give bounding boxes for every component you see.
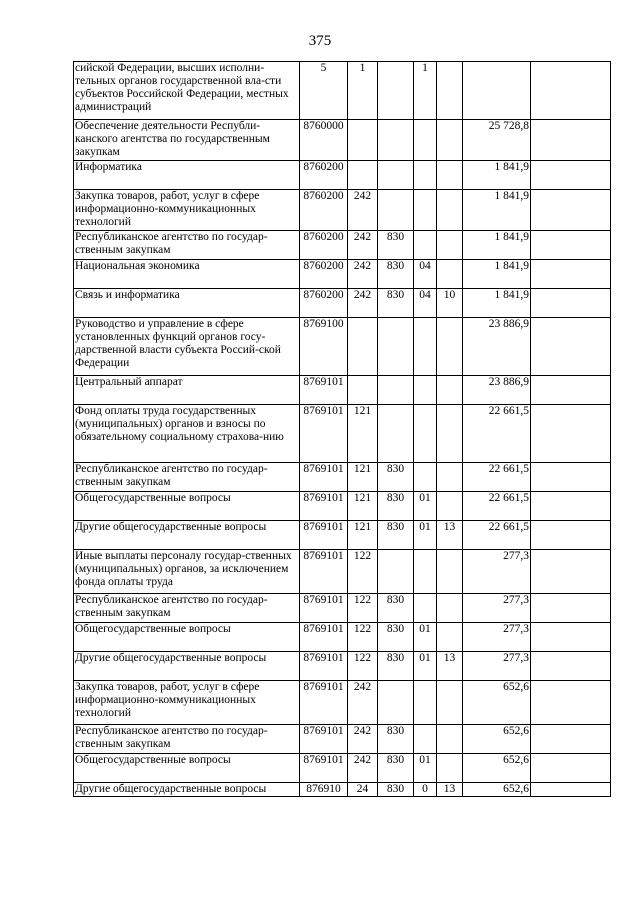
target-article-code-text: 8769101 — [303, 463, 344, 475]
expense-type-code-text: 242 — [353, 681, 372, 693]
department-code-text: 830 — [386, 289, 405, 301]
expense-type-code — [348, 550, 378, 594]
empty-cell — [531, 681, 611, 725]
amount — [463, 120, 531, 161]
subsection-code — [437, 594, 463, 623]
row-name-text: Общегосударственные вопросы — [75, 623, 231, 635]
amount — [463, 681, 531, 725]
empty-cell — [531, 231, 611, 260]
subsection-code — [437, 405, 463, 463]
target-article-code — [300, 652, 348, 681]
amount — [463, 318, 531, 376]
amount-text: 277,3 — [503, 652, 529, 664]
table-row — [74, 652, 611, 681]
empty-cell — [531, 594, 611, 623]
amount-text: 277,3 — [503, 550, 529, 562]
target-article-code-text: 8760000 — [303, 120, 344, 132]
table-row — [74, 754, 611, 783]
department-code-text: 830 — [386, 754, 405, 766]
section-code-text: 04 — [419, 260, 431, 272]
subsection-code — [437, 190, 463, 231]
row-name — [74, 652, 300, 681]
row-name — [74, 681, 300, 725]
empty-cell — [531, 623, 611, 652]
empty-cell — [531, 376, 611, 405]
amount-text: 23 886,9 — [488, 376, 529, 388]
subsection-code — [437, 231, 463, 260]
target-article-code-text: 8769101 — [303, 754, 344, 766]
row-name-text: Другие общегосударственные вопросы — [75, 652, 267, 664]
subsection-code — [437, 62, 463, 120]
amount — [463, 521, 531, 550]
target-article-code — [300, 405, 348, 463]
department-code — [378, 190, 414, 231]
amount — [463, 376, 531, 405]
expense-type-code-text: 242 — [353, 754, 372, 766]
target-article-code-text: 8760200 — [303, 190, 344, 202]
row-name — [74, 754, 300, 783]
row-name-text: Республиканское агентство по государ-ственным закупкам — [75, 725, 268, 750]
expense-type-code — [348, 681, 378, 725]
section-code — [414, 190, 437, 231]
amount-text: 277,3 — [503, 623, 529, 635]
expense-type-code — [348, 405, 378, 463]
expense-type-code — [348, 623, 378, 652]
department-code — [378, 783, 414, 797]
department-code — [378, 623, 414, 652]
target-article-code-text: 8769101 — [303, 376, 344, 388]
table-row — [74, 289, 611, 318]
department-code-text: 830 — [386, 492, 405, 504]
department-code-text: 830 — [386, 463, 405, 475]
row-name — [74, 190, 300, 231]
row-name — [74, 623, 300, 652]
amount-text: 22 661,5 — [488, 492, 529, 504]
amount-text: 652,6 — [503, 783, 529, 795]
section-code-text: 01 — [419, 521, 431, 533]
target-article-code — [300, 62, 348, 120]
expense-type-code — [348, 754, 378, 783]
row-name — [74, 62, 300, 120]
target-article-code — [300, 318, 348, 376]
expense-type-code-text: 242 — [353, 260, 372, 272]
table-row — [74, 681, 611, 725]
amount-text: 1 841,9 — [494, 289, 529, 301]
amount-text: 652,6 — [503, 754, 529, 766]
expense-type-code — [348, 190, 378, 231]
row-name — [74, 260, 300, 289]
target-article-code-text: 8769101 — [303, 652, 344, 664]
row-name-text: Общегосударственные вопросы — [75, 492, 231, 504]
empty-cell — [531, 120, 611, 161]
table-row — [74, 376, 611, 405]
department-code-text: 830 — [386, 521, 405, 533]
expense-type-code-text: 122 — [353, 652, 372, 664]
amount-text: 1 841,9 — [494, 231, 529, 243]
row-name — [74, 492, 300, 521]
row-name — [74, 161, 300, 190]
subsection-code — [437, 725, 463, 754]
table-row — [74, 594, 611, 623]
subsection-code — [437, 521, 463, 550]
expense-type-code-text: 121 — [353, 405, 372, 417]
table-row — [74, 521, 611, 550]
subsection-code — [437, 652, 463, 681]
empty-cell — [531, 289, 611, 318]
row-name-text: Иные выплаты персоналу государ-ственных (муниципальных) органов, за исключением фонда оплаты труда — [75, 550, 292, 588]
table-row — [74, 62, 611, 120]
department-code — [378, 405, 414, 463]
department-code — [378, 754, 414, 783]
subsection-code — [437, 318, 463, 376]
expense-type-code — [348, 376, 378, 405]
subsection-code — [437, 463, 463, 492]
empty-cell — [531, 318, 611, 376]
department-code-text: 830 — [386, 652, 405, 664]
target-article-code — [300, 594, 348, 623]
expense-type-code — [348, 594, 378, 623]
table-row — [74, 783, 611, 797]
expense-type-code — [348, 318, 378, 376]
empty-cell — [531, 652, 611, 681]
subsection-code — [437, 376, 463, 405]
target-article-code — [300, 120, 348, 161]
target-article-code-text: 8769101 — [303, 521, 344, 533]
table-row — [74, 623, 611, 652]
empty-cell — [531, 190, 611, 231]
amount — [463, 190, 531, 231]
expense-type-code — [348, 120, 378, 161]
amount — [463, 260, 531, 289]
amount — [463, 161, 531, 190]
department-code — [378, 681, 414, 725]
amount — [463, 725, 531, 754]
department-code — [378, 260, 414, 289]
row-name-text: Закупка товаров, работ, услуг в сфере информационно-коммуникационных технологий — [75, 190, 260, 228]
row-name-text: Другие общегосударственные вопросы — [75, 783, 267, 795]
row-name — [74, 318, 300, 376]
target-article-code — [300, 289, 348, 318]
table-row — [74, 550, 611, 594]
row-name-text: Фонд оплаты труда государственных (муниципальных) органов и взносы по обязательному социальному страхова-нию — [75, 405, 284, 443]
department-code-text: 830 — [386, 594, 405, 606]
row-name — [74, 550, 300, 594]
section-code-text: 1 — [422, 62, 428, 74]
department-code — [378, 652, 414, 681]
expense-type-code — [348, 161, 378, 190]
row-name — [74, 405, 300, 463]
subsection-code — [437, 120, 463, 161]
row-name-text: Национальная экономика — [75, 260, 200, 272]
expense-type-code — [348, 652, 378, 681]
expense-type-code — [348, 521, 378, 550]
section-code — [414, 231, 437, 260]
empty-cell — [531, 550, 611, 594]
amount-text: 25 728,8 — [488, 120, 529, 132]
section-code-text: 01 — [419, 754, 431, 766]
target-article-code — [300, 725, 348, 754]
target-article-code — [300, 190, 348, 231]
subsection-code — [437, 783, 463, 797]
amount — [463, 289, 531, 318]
subsection-code — [437, 550, 463, 594]
department-code — [378, 594, 414, 623]
section-code — [414, 521, 437, 550]
target-article-code-text: 8769100 — [303, 318, 344, 330]
subsection-code — [437, 681, 463, 725]
table-body — [74, 62, 611, 797]
table-row — [74, 405, 611, 463]
table-row — [74, 492, 611, 521]
expense-type-code-text: 24 — [356, 783, 369, 795]
target-article-code — [300, 161, 348, 190]
section-code — [414, 550, 437, 594]
subsection-code-text: 13 — [443, 521, 456, 533]
expense-type-code — [348, 783, 378, 797]
amount — [463, 405, 531, 463]
expense-type-code-text: 121 — [353, 492, 372, 504]
department-code-text: 830 — [386, 783, 405, 795]
subsection-code-text: 13 — [443, 783, 456, 795]
section-code — [414, 594, 437, 623]
subsection-code — [437, 754, 463, 783]
target-article-code — [300, 463, 348, 492]
section-code — [414, 376, 437, 405]
amount — [463, 652, 531, 681]
target-article-code-text: 8769101 — [303, 550, 344, 562]
department-code-text: 830 — [386, 623, 405, 635]
section-code-text: 01 — [419, 623, 431, 635]
section-code — [414, 652, 437, 681]
expense-type-code-text: 122 — [353, 623, 372, 635]
empty-cell — [531, 463, 611, 492]
amount — [463, 594, 531, 623]
department-code-text: 830 — [386, 231, 405, 243]
empty-cell — [531, 521, 611, 550]
subsection-code — [437, 492, 463, 521]
amount — [463, 783, 531, 797]
expense-type-code — [348, 231, 378, 260]
table-row — [74, 725, 611, 754]
section-code — [414, 783, 437, 797]
department-code — [378, 120, 414, 161]
row-name — [74, 594, 300, 623]
row-name-text: Закупка товаров, работ, услуг в сфере информационно-коммуникационных технологий — [75, 681, 260, 719]
target-article-code-text: 8760200 — [303, 231, 344, 243]
department-code — [378, 550, 414, 594]
target-article-code-text: 876910 — [306, 783, 341, 795]
amount-text: 22 661,5 — [488, 463, 529, 475]
department-code — [378, 492, 414, 521]
section-code-text: 01 — [419, 492, 431, 504]
subsection-code-text: 10 — [443, 289, 456, 301]
amount-text: 1 841,9 — [494, 161, 529, 173]
expense-type-code-text: 242 — [353, 289, 372, 301]
target-article-code-text: 8769101 — [303, 623, 344, 635]
section-code — [414, 623, 437, 652]
target-article-code-text: 8769101 — [303, 725, 344, 737]
row-name-text: сийской Федерации, высших исполни-тельных органов государственной вла-сти субъектов Российской Федерации, местных администраций — [75, 62, 289, 113]
row-name-text: Центральный аппарат — [75, 376, 183, 388]
department-code — [378, 62, 414, 120]
section-code — [414, 120, 437, 161]
section-code — [414, 260, 437, 289]
row-name-text: Обеспечение деятельности Республи-канского агентства по государственным закупкам — [75, 120, 270, 158]
target-article-code-text: 8769101 — [303, 492, 344, 504]
row-name — [74, 289, 300, 318]
target-article-code — [300, 231, 348, 260]
expense-type-code-text: 242 — [353, 231, 372, 243]
row-name — [74, 231, 300, 260]
department-code — [378, 161, 414, 190]
empty-cell — [531, 161, 611, 190]
expense-type-code — [348, 289, 378, 318]
empty-cell — [531, 260, 611, 289]
expense-type-code-text: 242 — [353, 190, 372, 202]
amount — [463, 550, 531, 594]
target-article-code-text: 8769101 — [303, 681, 344, 693]
amount — [463, 492, 531, 521]
target-article-code-text: 8760200 — [303, 289, 344, 301]
section-code — [414, 289, 437, 318]
amount-text: 652,6 — [503, 681, 529, 693]
row-name — [74, 725, 300, 754]
department-code — [378, 376, 414, 405]
target-article-code — [300, 783, 348, 797]
row-name — [74, 783, 300, 797]
target-article-code-text: 8760200 — [303, 260, 344, 272]
department-code-text: 830 — [386, 725, 405, 737]
target-article-code-text: 8769101 — [303, 405, 344, 417]
table-row — [74, 260, 611, 289]
section-code-text: 04 — [419, 289, 431, 301]
section-code — [414, 318, 437, 376]
target-article-code — [300, 681, 348, 725]
section-code — [414, 463, 437, 492]
subsection-code — [437, 623, 463, 652]
table-row — [74, 318, 611, 376]
subsection-code — [437, 260, 463, 289]
row-name — [74, 463, 300, 492]
empty-cell — [531, 754, 611, 783]
section-code — [414, 681, 437, 725]
row-name-text: Информатика — [75, 161, 142, 173]
amount — [463, 754, 531, 783]
row-name — [74, 120, 300, 161]
table-row — [74, 231, 611, 260]
empty-cell — [531, 405, 611, 463]
department-code — [378, 521, 414, 550]
empty-cell — [531, 492, 611, 521]
expense-type-code-text: 122 — [353, 594, 372, 606]
target-article-code-text: 8769101 — [303, 594, 344, 606]
department-code — [378, 463, 414, 492]
expense-type-code-text: 122 — [353, 550, 372, 562]
amount-text: 652,6 — [503, 725, 529, 737]
page-number: 375 — [308, 33, 332, 49]
department-code — [378, 289, 414, 318]
section-code-text: 01 — [419, 652, 431, 664]
amount-text: 23 886,9 — [488, 318, 529, 330]
amount — [463, 463, 531, 492]
row-name-text: Другие общегосударственные вопросы — [75, 521, 267, 533]
section-code — [414, 725, 437, 754]
section-code — [414, 62, 437, 120]
expense-type-code — [348, 492, 378, 521]
budget-table — [73, 61, 611, 797]
empty-cell — [531, 725, 611, 754]
target-article-code — [300, 521, 348, 550]
department-code-text: 830 — [386, 260, 405, 272]
target-article-code — [300, 623, 348, 652]
row-name-text: Республиканское агентство по государ-ственным закупкам — [75, 594, 268, 619]
subsection-code — [437, 289, 463, 318]
target-article-code — [300, 550, 348, 594]
section-code — [414, 161, 437, 190]
row-name-text: Республиканское агентство по государ-ственным закупкам — [75, 463, 268, 488]
expense-type-code — [348, 62, 378, 120]
expense-type-code-text: 1 — [359, 62, 366, 74]
table-row — [74, 190, 611, 231]
amount-text: 22 661,5 — [488, 405, 529, 417]
amount-text: 277,3 — [503, 594, 529, 606]
amount-text: 1 841,9 — [494, 260, 529, 272]
empty-cell — [531, 783, 611, 797]
amount — [463, 623, 531, 652]
amount — [463, 62, 531, 120]
row-name-text: Руководство и управление в сфере установленных функций органов госу-дарственной власти субъекта Россий-ской Федерации — [75, 318, 281, 369]
row-name — [74, 521, 300, 550]
subsection-code — [437, 161, 463, 190]
expense-type-code — [348, 725, 378, 754]
empty-cell — [531, 62, 611, 120]
target-article-code — [300, 376, 348, 405]
amount-text: 22 661,5 — [488, 521, 529, 533]
department-code — [378, 725, 414, 754]
section-code — [414, 405, 437, 463]
row-name-text: Связь и информатика — [75, 289, 180, 301]
table-row — [74, 463, 611, 492]
target-article-code-text: 8760200 — [303, 161, 344, 173]
row-name — [74, 376, 300, 405]
expense-type-code-text: 121 — [353, 463, 372, 475]
expense-type-code-text: 121 — [353, 521, 372, 533]
section-code-text: 0 — [422, 783, 428, 795]
department-code — [378, 318, 414, 376]
expense-type-code — [348, 260, 378, 289]
row-name-text: Общегосударственные вопросы — [75, 754, 231, 766]
target-article-code — [300, 754, 348, 783]
target-article-code — [300, 260, 348, 289]
subsection-code-text: 13 — [443, 652, 456, 664]
row-name-text: Республиканское агентство по государ-ственным закупкам — [75, 231, 268, 256]
expense-type-code — [348, 463, 378, 492]
target-article-code — [300, 492, 348, 521]
amount-text: 1 841,9 — [494, 190, 529, 202]
amount — [463, 231, 531, 260]
department-code — [378, 231, 414, 260]
expense-type-code-text: 242 — [353, 725, 372, 737]
table-row — [74, 161, 611, 190]
table-row — [74, 120, 611, 161]
section-code — [414, 754, 437, 783]
section-code — [414, 492, 437, 521]
target-article-code-text: 5 — [320, 62, 327, 74]
